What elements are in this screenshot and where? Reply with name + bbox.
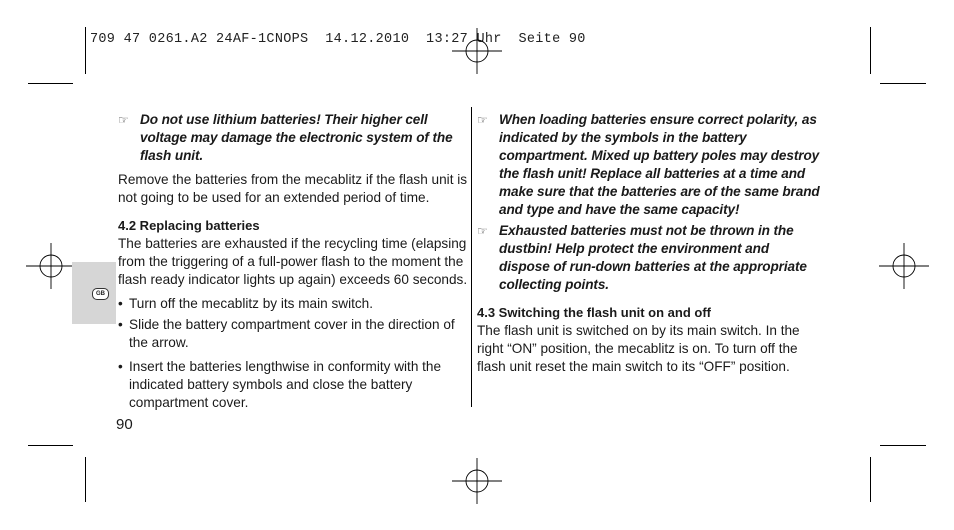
page-number: 90: [116, 416, 133, 433]
section-heading: 4.2 Replacing batteries: [118, 218, 260, 233]
registration-mark-icon: [26, 241, 76, 291]
column-divider: [471, 107, 472, 407]
registration-mark-icon: [452, 456, 502, 506]
language-badge: GB: [92, 288, 109, 300]
pointing-hand-icon: ☞: [477, 224, 488, 238]
warning-note: [118, 111, 468, 165]
list-item: • Slide the battery compartment cover in the direction of the arrow.: [118, 317, 455, 350]
body-paragraph: The flash unit is switched on by its main switch. In the right “ON” position, the mecablitz is on. To turn off the flash unit reset the main switch to its “OFF” position.: [477, 323, 800, 374]
warning-note: [477, 111, 823, 219]
section-heading: 4.3 Switching the flash unit on and off: [477, 305, 711, 320]
registration-mark-icon: [879, 241, 929, 291]
note-text: Do not use lithium batteries! Their higher cell voltage may damage the electronic system of the flash unit.: [140, 112, 453, 163]
body-paragraph: The batteries are exhausted if the recycling time (elapsing from the triggering of a full-power flash to the moment the flash ready indicator lights up again) exceeds 60 seconds.: [118, 236, 468, 287]
note-text: When loading batteries ensure correct polarity, as indicated by the symbols in the battery compartment. Mixed up battery poles may destroy the flash unit! Replace all batteries at a time and make sure that the batteries are of the same brand and type and have the same capacity!: [499, 112, 820, 217]
registration-mark-icon: [452, 26, 502, 76]
crop-mark: [870, 27, 871, 74]
right-column: [477, 111, 823, 376]
body-paragraph: Remove the batteries from the mecablitz if the flash unit is not going to be used for an extended period of time.: [118, 172, 468, 205]
crop-mark: [870, 457, 871, 502]
pointing-hand-icon: ☞: [477, 113, 488, 127]
list-item: • Insert the batteries lengthwise in conformity with the indicated battery symbols and close the battery compartment cover.: [118, 359, 442, 410]
left-column: [118, 111, 468, 412]
crop-mark: [85, 457, 86, 502]
list-item: • Turn off the mecablitz by its main switch.: [118, 296, 374, 311]
print-slug-header: 709 47 0261.A2 24AF-1CNOPS 14.12.2010 13:27 Uhr Seite 90: [90, 32, 586, 47]
pointing-hand-icon: ☞: [118, 113, 129, 127]
crop-mark: [880, 83, 926, 84]
crop-mark: [880, 445, 926, 446]
note-text: Exhausted batteries must not be thrown in the dustbin! Help protect the environment and dispose of run-down batteries at the appropriate collecting points.: [499, 223, 807, 292]
bullet-icon: •: [118, 317, 123, 332]
crop-mark: [28, 83, 73, 84]
crop-mark: [85, 27, 86, 74]
crop-mark: [28, 445, 73, 446]
bullet-icon: •: [118, 296, 123, 311]
warning-note: [477, 222, 823, 294]
bullet-icon: •: [118, 359, 123, 374]
